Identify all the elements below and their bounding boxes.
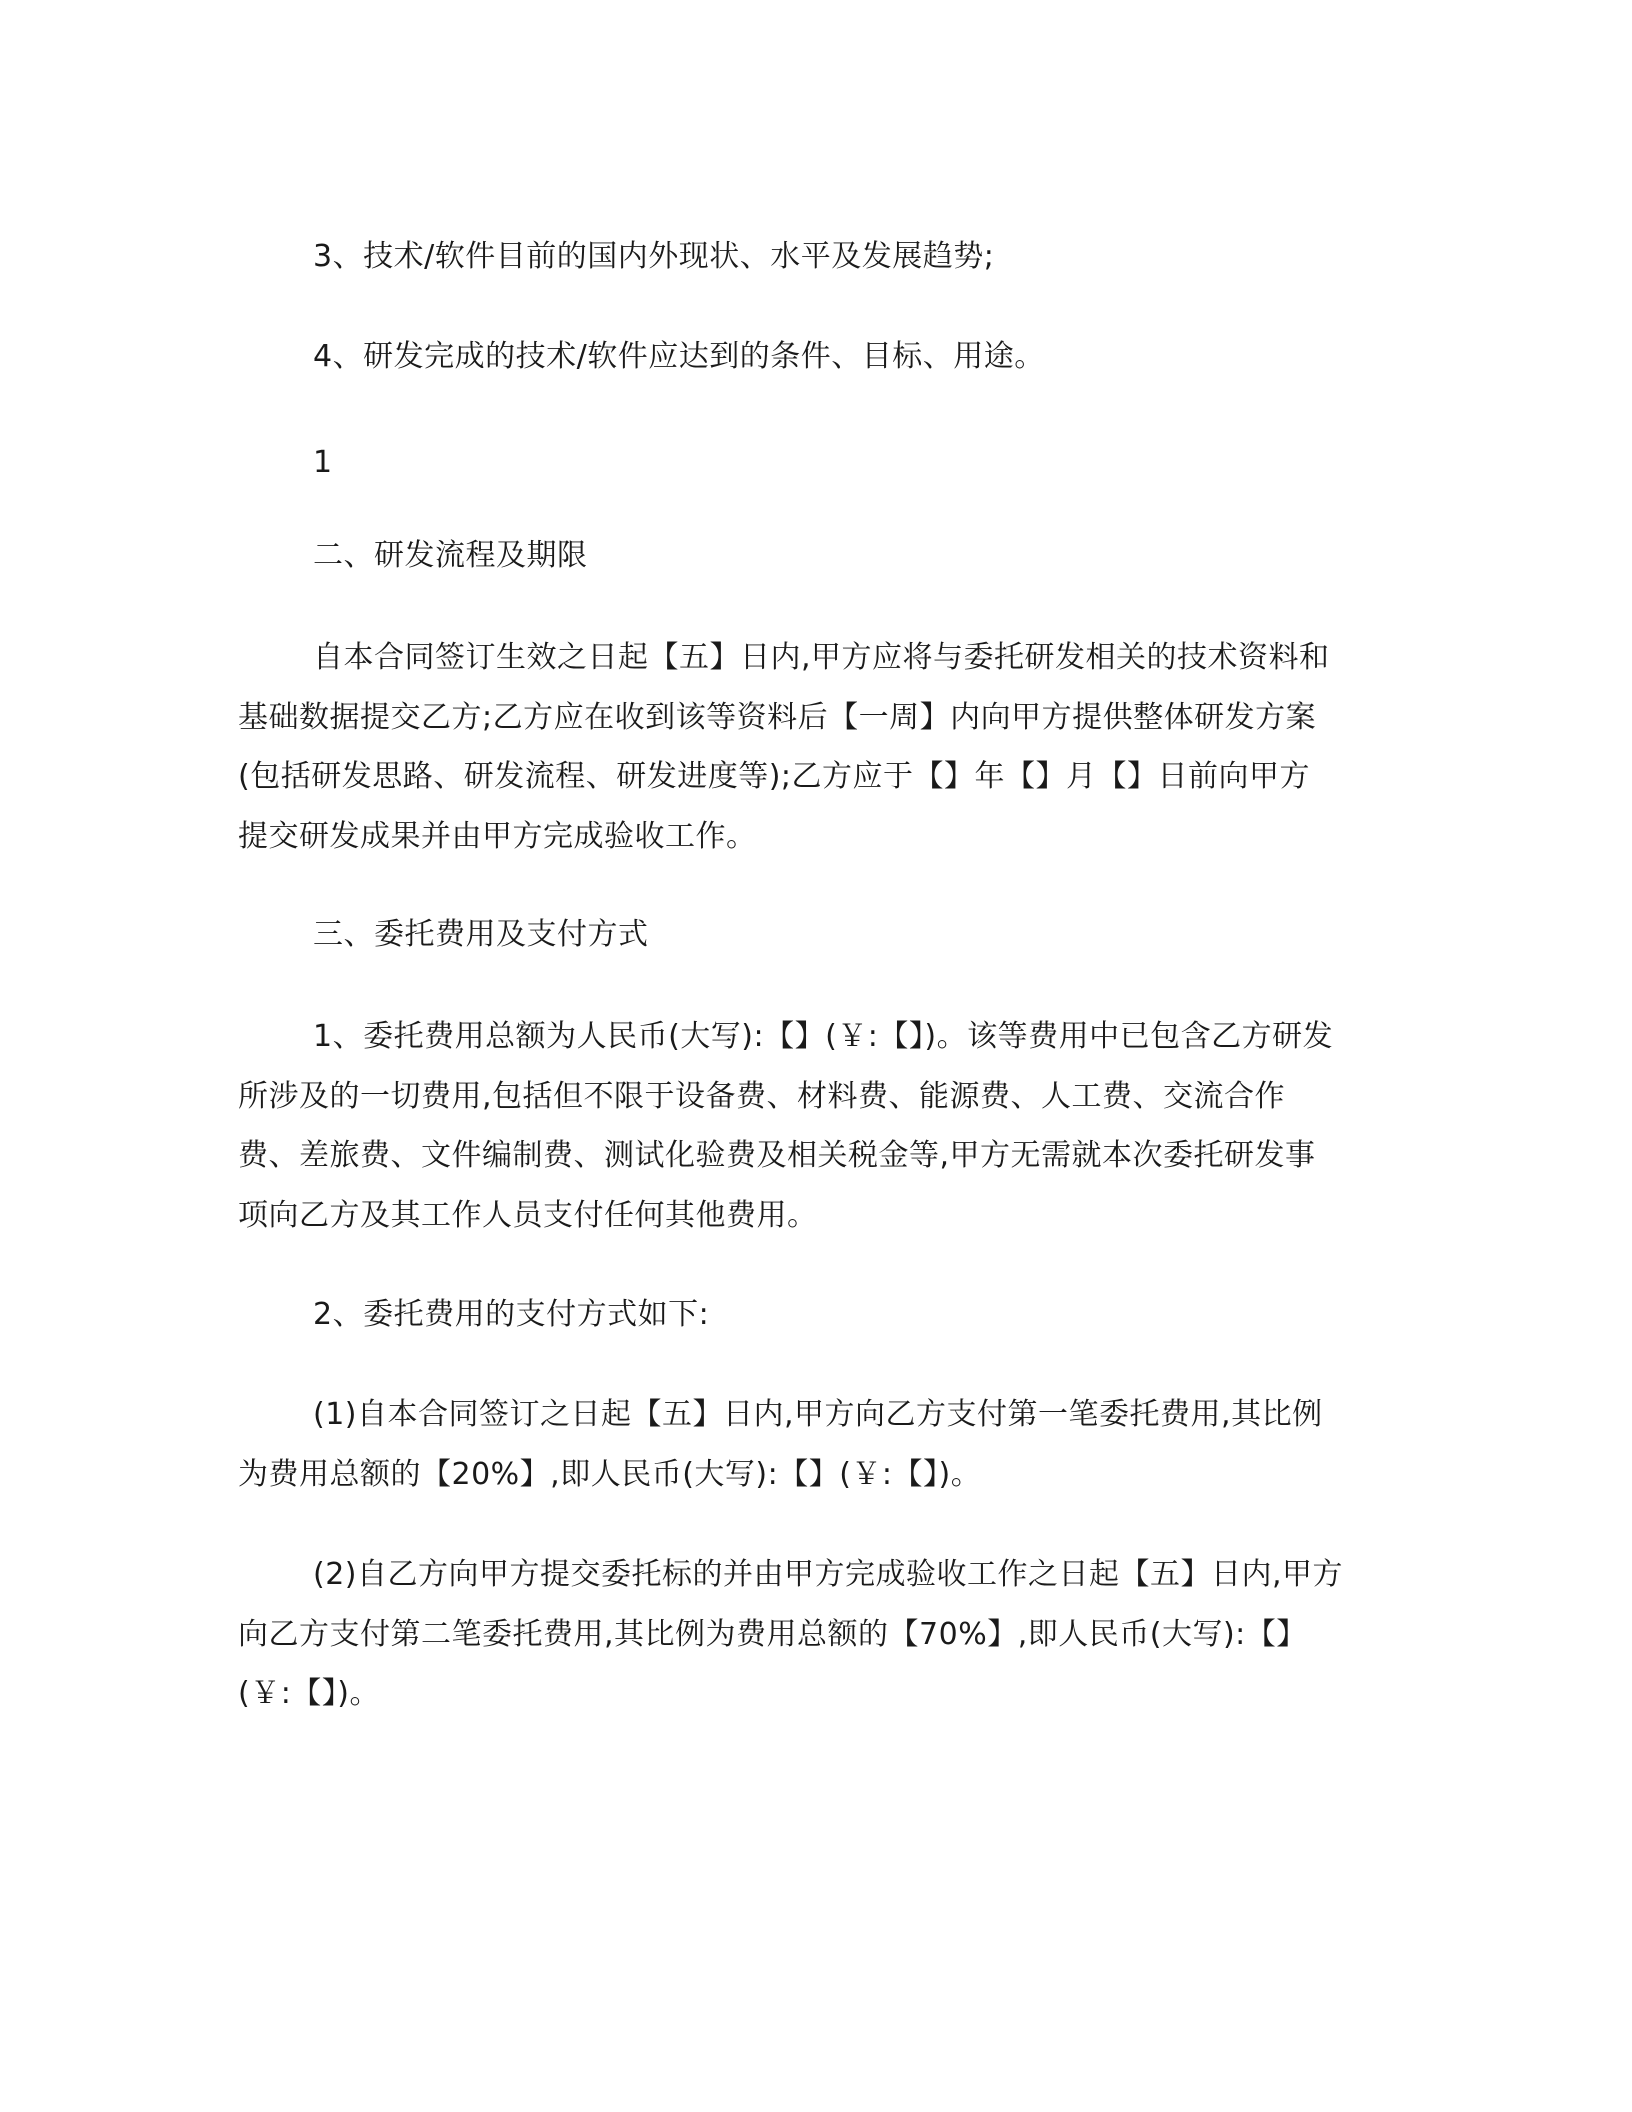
section-2-heading: 二、研发流程及期限 [313, 538, 588, 573]
section-3-para-2-2-line-3: (￥:【】)。 [238, 1676, 381, 1711]
section-2-line-3: (包括研发思路、研发流程、研发进度等);乙方应于【】年【】月【】日前向甲方 [238, 759, 1311, 794]
page-number: 1 [313, 445, 333, 480]
section-2-line-1: 自本合同签订生效之日起【五】日内,甲方应将与委托研发相关的技术资料和 [313, 640, 1330, 675]
section-3-para-2-1-line-1: (1)自本合同签订之日起【五】日内,甲方向乙方支付第一笔委托费用,其比例 [313, 1397, 1323, 1432]
section-2-line-4: 提交研发成果并由甲方完成验收工作。 [238, 819, 757, 854]
section-3-para-2-2-line-2: 向乙方支付第二笔委托费用,其比例为费用总额的【70%】,即人民币(大写):【】 [238, 1617, 1307, 1652]
section-3-heading: 三、委托费用及支付方式 [313, 917, 649, 952]
section-3-para-1-line-2: 所涉及的一切费用,包括但不限于设备费、材料费、能源费、人工费、交流合作 [238, 1079, 1286, 1114]
list-item-3: 3、技术/软件目前的国内外现状、水平及发展趋势; [313, 239, 995, 274]
section-2-line-2: 基础数据提交乙方;乙方应在收到该等资料后【一周】内向甲方提供整体研发方案 [238, 700, 1317, 735]
section-3-para-1-line-1: 1、委托费用总额为人民币(大写):【】(￥:【】)。该等费用中已包含乙方研发 [313, 1019, 1334, 1054]
list-item-4: 4、研发完成的技术/软件应达到的条件、目标、用途。 [313, 339, 1045, 374]
section-3-para-1-line-4: 项向乙方及其工作人员支付任何其他费用。 [238, 1198, 818, 1233]
section-3-para-1-line-3: 费、差旅费、文件编制费、测试化验费及相关税金等,甲方无需就本次委托研发事 [238, 1138, 1316, 1173]
section-3-para-2: 2、委托费用的支付方式如下: [313, 1297, 710, 1332]
section-3-para-2-2-line-1: (2)自乙方向甲方提交委托标的并由甲方完成验收工作之日起【五】日内,甲方 [313, 1557, 1344, 1592]
section-3-para-2-1-line-2: 为费用总额的【20%】,即人民币(大写):【】(￥:【】)。 [238, 1457, 982, 1492]
